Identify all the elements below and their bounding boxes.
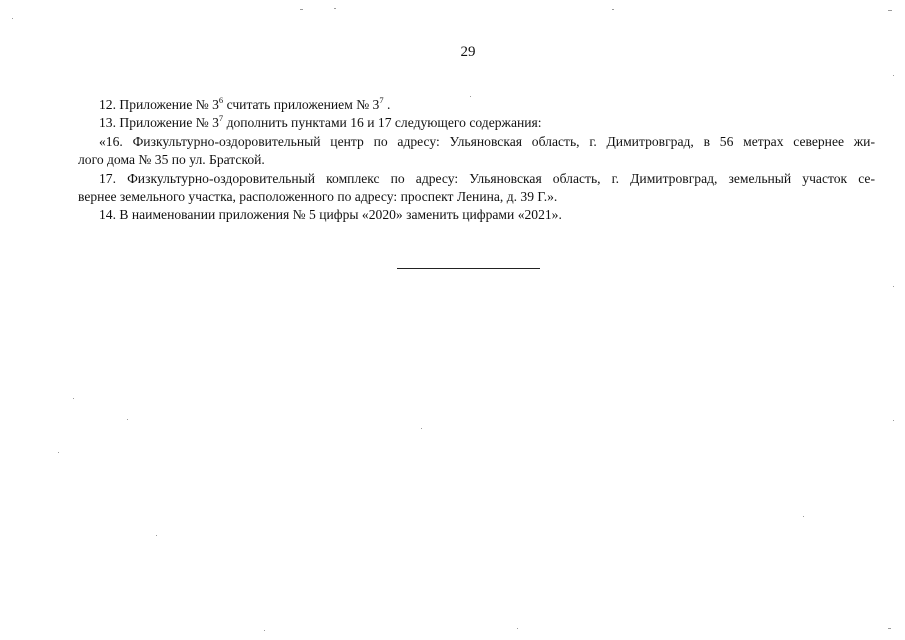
- scan-speck: [73, 398, 74, 399]
- scan-speck: [12, 18, 13, 19]
- scan-speck: [334, 8, 336, 9]
- paragraph-16-line-1: «16. Физкультурно-оздоровительный центр по адресу: Ульяновская область, г. Димитровград, в 56 метрах севернее жи-: [99, 133, 875, 149]
- page-number: 29: [460, 44, 476, 60]
- scan-speck: [888, 10, 892, 11]
- paragraph-13-text-after: дополнить пунктами 16 и 17 следующего содержания:: [223, 115, 542, 131]
- closing-separator-line: [397, 268, 540, 269]
- scan-speck: [893, 75, 894, 76]
- paragraph-17: [78, 170, 875, 207]
- scan-speck: [300, 9, 303, 10]
- paragraph-12-text-after: .: [383, 97, 391, 112]
- paragraph-17-line-1: 17. Физкультурно-оздоровительный комплекс по адресу: Ульяновская область, г. Димитровград, земельный участок се-: [99, 170, 875, 186]
- paragraph-17-line-2: вернее земельного участка, расположенного по адресу: проспект Ленина, д. 39 Г.».: [78, 189, 558, 205]
- paragraph-12-superscript-1: 6: [218, 95, 224, 105]
- paragraph-14: 14. В наименовании приложения № 5 цифры «2020» заменить цифрами «2021».: [99, 207, 562, 223]
- scan-speck: [421, 428, 422, 429]
- scan-speck: [517, 628, 518, 629]
- scan-speck: [893, 286, 894, 287]
- scan-speck: [612, 9, 614, 10]
- paragraph-16-line-2: лого дома № 35 по ул. Братской.: [78, 152, 265, 168]
- scan-speck: [470, 96, 471, 97]
- scan-speck: [803, 516, 804, 517]
- paragraph-12-text-middle: считать приложением № 3: [223, 97, 380, 112]
- paragraph-12-superscript-2: 7: [379, 95, 384, 105]
- document-body: [78, 96, 875, 225]
- scan-speck: [127, 419, 128, 420]
- scan-speck: [264, 630, 265, 631]
- paragraph-13-superscript: 7: [218, 113, 224, 124]
- paragraph-16: [78, 133, 875, 170]
- paragraph-12: [78, 96, 875, 114]
- scan-speck: [58, 452, 59, 453]
- paragraph-13: [78, 114, 875, 132]
- scan-speck: [156, 535, 157, 536]
- paragraph-13-text-before: 13. Приложение № 3: [99, 115, 219, 131]
- paragraph-12-text-before: 12. Приложение № 3: [99, 97, 219, 112]
- scan-speck: [893, 420, 894, 421]
- scan-speck: [888, 628, 891, 629]
